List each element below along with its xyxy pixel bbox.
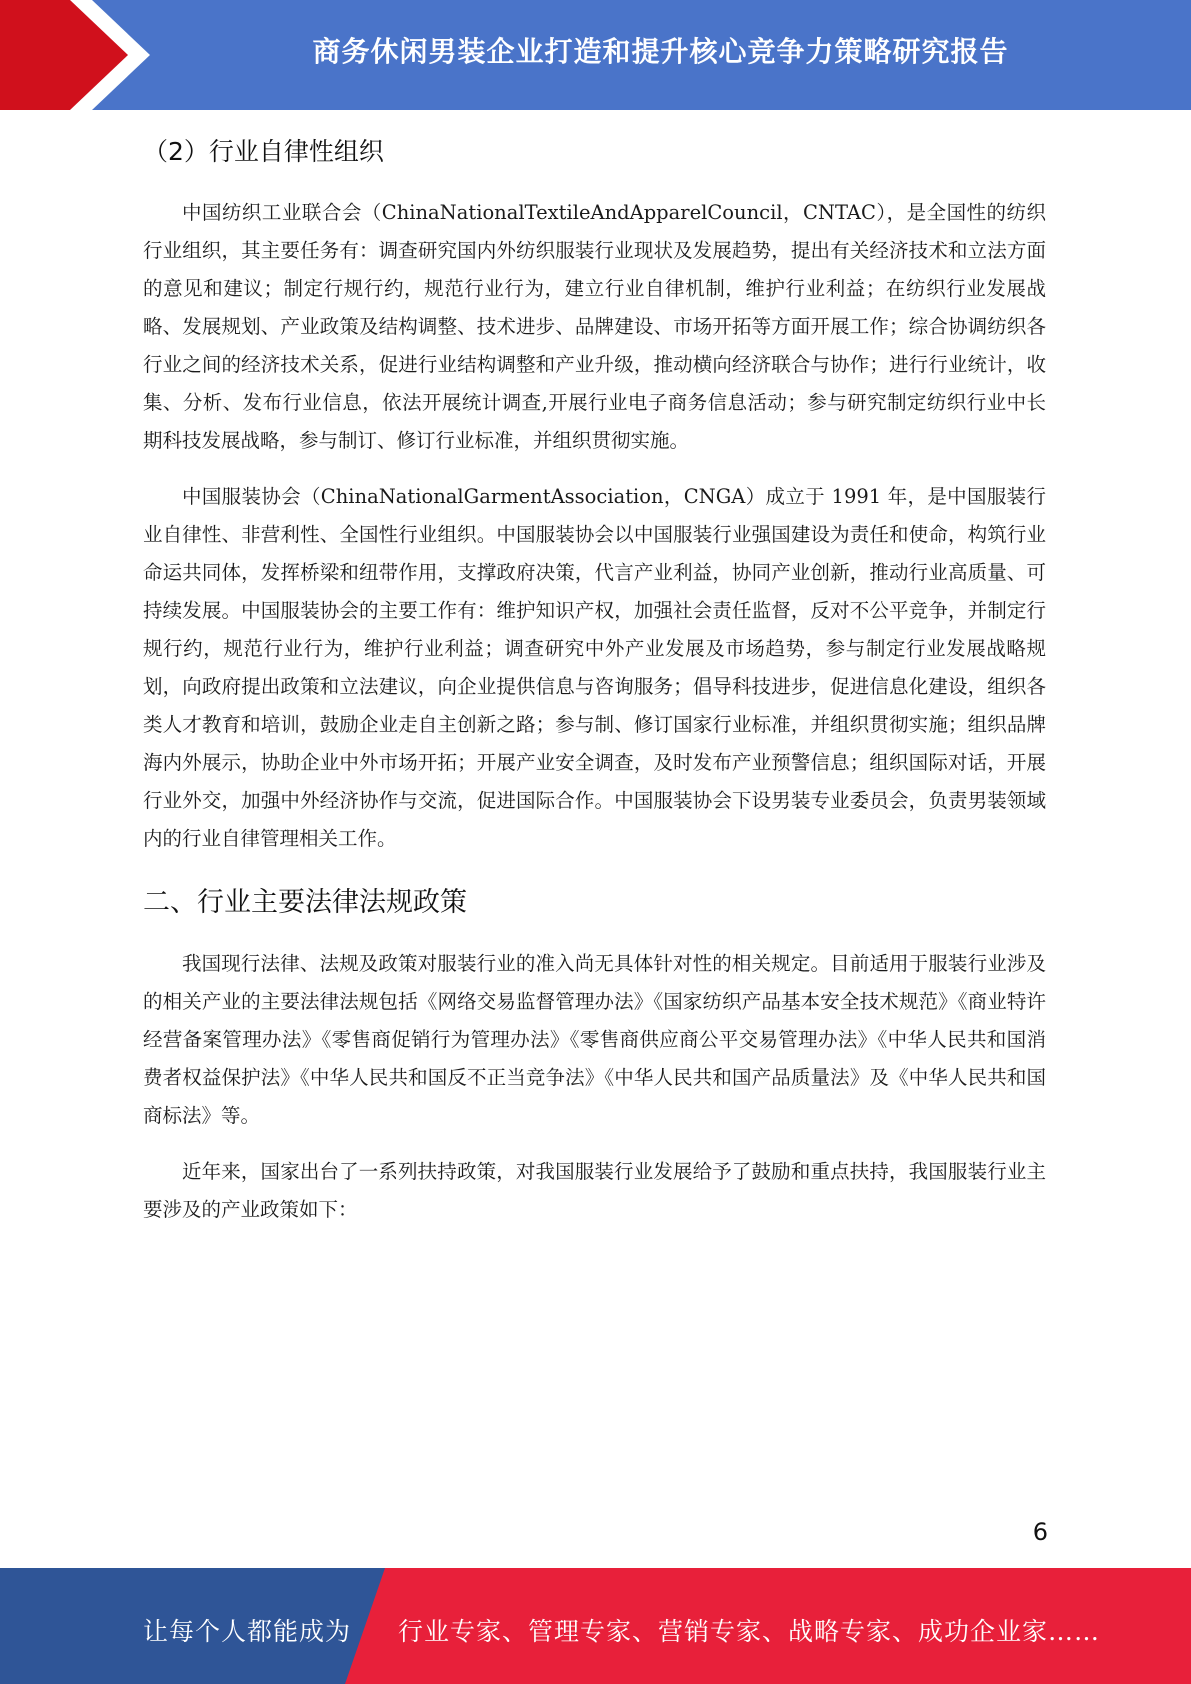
subsection-heading: （2）行业自律性组织 <box>143 137 384 166</box>
paragraph-laws: 我国现行法律、法规及政策对服装行业的准入尚无具体针对性的相关规定。目前适用于服装行业涉及的相关产业的主要法律法规包括《网络交易监督管理办法》《国家纺织产品基本安全技术规范》《商业特许经营备案管理办法》《零售商促销行为管理办法》《零售商供应商公平交易管理办法》《中华人民共和国消费者权益保护法》《中华人民共和国反不正当竞争法》《中华人民共和国产品质量法》及《中华人民共和国商标法》等。 <box>143 952 1046 1127</box>
footer-slogan-left: 让每个人都能成为 <box>143 1617 352 1646</box>
page-footer <box>0 1568 1191 1684</box>
header-arrow-icon <box>0 0 160 110</box>
footer-slogan-right: 行业专家、管理专家、营销专家、战略专家、成功企业家…… <box>398 1617 1101 1646</box>
paragraph-cntac: 中国纺织工业联合会（ChinaNationalTextileAndApparelCouncil，CNTAC），是全国性的纺织行业组织，其主要任务有：调查研究国内外纺织服装行业现状及发展趋势，提出有关经济技术和立法方面的意见和建议；制定行规行约，规范行业行为，建立行业自律机制，维护行业利益；在纺织行业发展战略、发展规划、产业政策及结构调整、技术进步、品牌建设、市场开拓等方面开展工作；综合协调纺织各行业之间的经济技术关系，促进行业结构调整和产业升级，推动横向经济联合与协作；进行行业统计，收集、分析、发布行业信息，依法开展统计调查,开展行业电子商务信息活动；参与研究制定纺织行业中长期科技发展战略，参与制订、修订行业标准，并组织贯彻实施。 <box>143 201 1046 452</box>
paragraph-policies: 近年来，国家出台了一系列扶持政策，对我国服装行业发展给予了鼓励和重点扶持，我国服装行业主要涉及的产业政策如下： <box>143 1160 1046 1221</box>
page-number: 6 <box>1032 1518 1048 1546</box>
report-title: 商务休闲男装企业打造和提升核心竞争力策略研究报告 <box>312 35 1009 68</box>
page-header <box>0 0 1191 110</box>
paragraph-cnga: 中国服装协会（ChinaNationalGarmentAssociation，CNGA）成立于 1991 年，是中国服装行业自律性、非营利性、全国性行业组织。中国服装协会以中国服装行业强国建设为责任和使命，构筑行业命运共同体，发挥桥梁和纽带作用，支撑政府决策，代言产业利益，协同产业创新，推动行业高质量、可持续发展。中国服装协会的主要工作有：维护知识产权，加强社会责任监督，反对不公平竞争，并制定行规行约，规范行业行为，维护行业利益；调查研究中外产业发展及市场趋势，参与制定行业发展战略规划，向政府提出政策和立法建议，向企业提供信息与咨询服务；倡导科技进步，促进信息化建设，组织各类人才教育和培训，鼓励企业走自主创新之路；参与制、修订国家行业标准，并组织贯彻实施；组织品牌海内外展示，协助企业中外市场开拓；开展产业安全调查，及时发布产业预警信息；组织国际对话，开展行业外交，加强中外经济协作与交流，促进国际合作。中国服装协会下设男装专业委员会，负责男装领域内的行业自律管理相关工作。 <box>143 485 1046 850</box>
page-content <box>143 118 1046 1247</box>
section-heading: 二、行业主要法律法规政策 <box>143 887 467 918</box>
